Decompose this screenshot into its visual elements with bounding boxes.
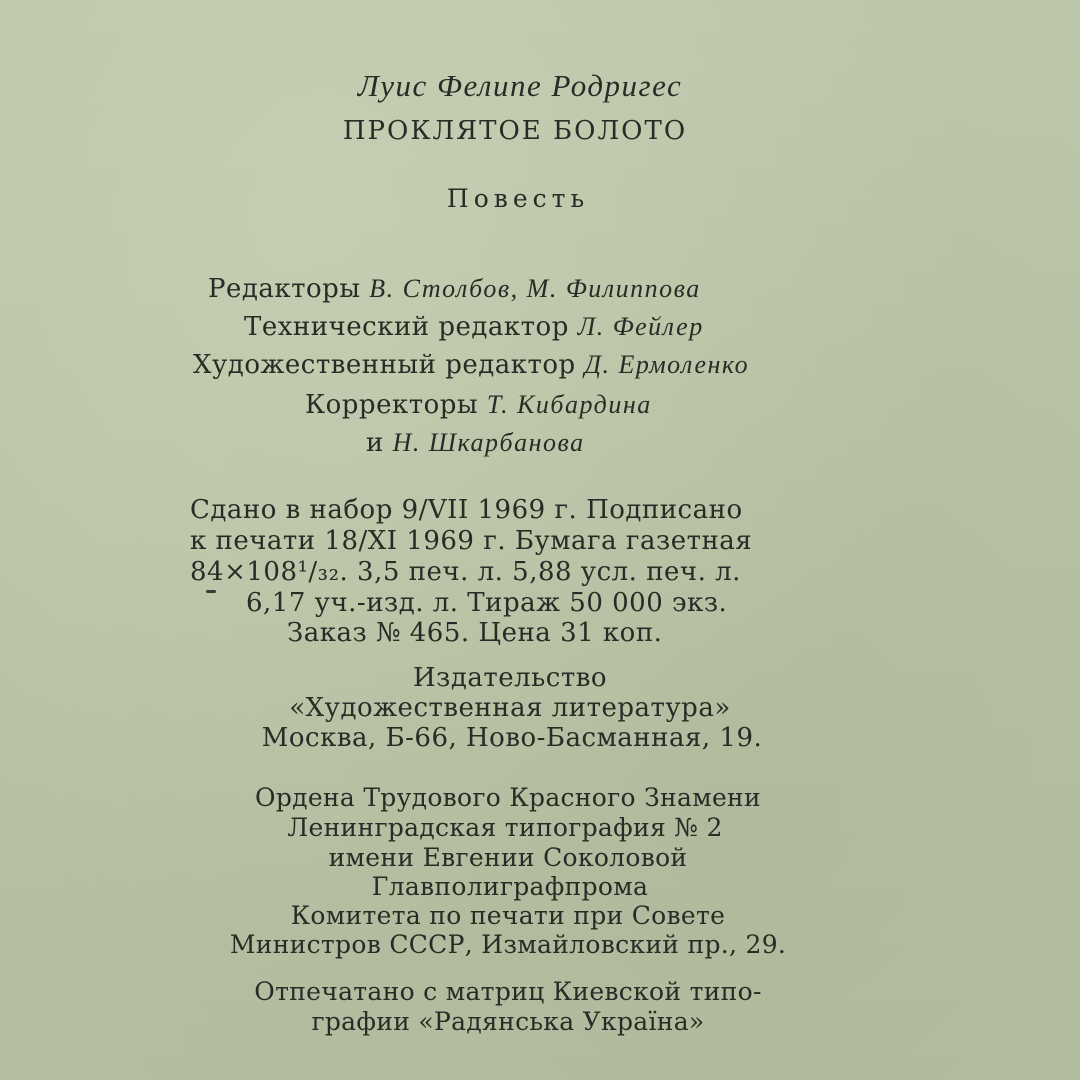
art-editor-label: Художественный редактор [193, 350, 585, 380]
publisher-label: Издательство [412, 663, 608, 693]
author-name: Луис Фелипе Родригес [357, 68, 683, 103]
imprint-line-3: 84×108¹/₃₂. 3,5 печ. л. 5,88 усл. печ. л. [190, 557, 741, 587]
book-title: ПРОКЛЯТОЕ БОЛОТО [342, 116, 688, 146]
tech-editor-credit [244, 314, 704, 340]
tech-editor-name: Л. Фейлер [577, 312, 704, 341]
tech-editor-label: Технический редактор [244, 312, 578, 342]
art-editor-name: Д. Ермоленко [584, 350, 750, 379]
publisher-name: «Художественная литература» [289, 693, 731, 723]
proofreader-name-2: Н. Шкарбанова [392, 428, 585, 457]
genre-label: Повесть [446, 184, 590, 213]
printed-from-line-1: Отпечатано с матриц Киевской типо- [254, 977, 762, 1006]
proofreaders-credit [305, 392, 652, 418]
editors-credit [208, 276, 701, 302]
proofreaders-label: Корректоры [305, 390, 487, 420]
printer-line-1: Ордена Трудового Красного Знамени [255, 783, 761, 812]
publisher-address: Москва, Б-66, Ново-Басманная, 19. [261, 723, 763, 753]
imprint-line-1: Сдано в набор 9/VII 1969 г. Подписано [190, 495, 743, 525]
imprint-line-2: к печати 18/XI 1969 г. Бумага газетная [190, 526, 753, 556]
printer-line-3: имени Евгении Соколовой [328, 843, 688, 872]
proofreader-name-1: Т. Кибардина [486, 390, 652, 419]
imprint-line-5: Заказ № 465. Цена 31 коп. [287, 618, 663, 648]
editors-label: Редакторы [208, 274, 370, 304]
proofreaders-credit-cont [366, 430, 585, 456]
art-editor-credit [193, 352, 749, 378]
printed-from-line-2: графии «Радянська Україна» [311, 1007, 705, 1036]
printer-line-2: Ленинградская типография № 2 [287, 813, 723, 842]
print-speck [206, 590, 216, 593]
proofreaders-and: и [366, 428, 393, 458]
editors-names: В. Столбов, М. Филиппова [369, 274, 701, 303]
printer-line-5: Комитета по печати при Совете [290, 901, 726, 930]
printer-line-6: Министров СССР, Измайловский пр., 29. [229, 930, 787, 959]
imprint-line-4: 6,17 уч.-изд. л. Тираж 50 000 экз. [246, 588, 728, 618]
printer-line-4: Главполиграфпрома [371, 872, 649, 901]
